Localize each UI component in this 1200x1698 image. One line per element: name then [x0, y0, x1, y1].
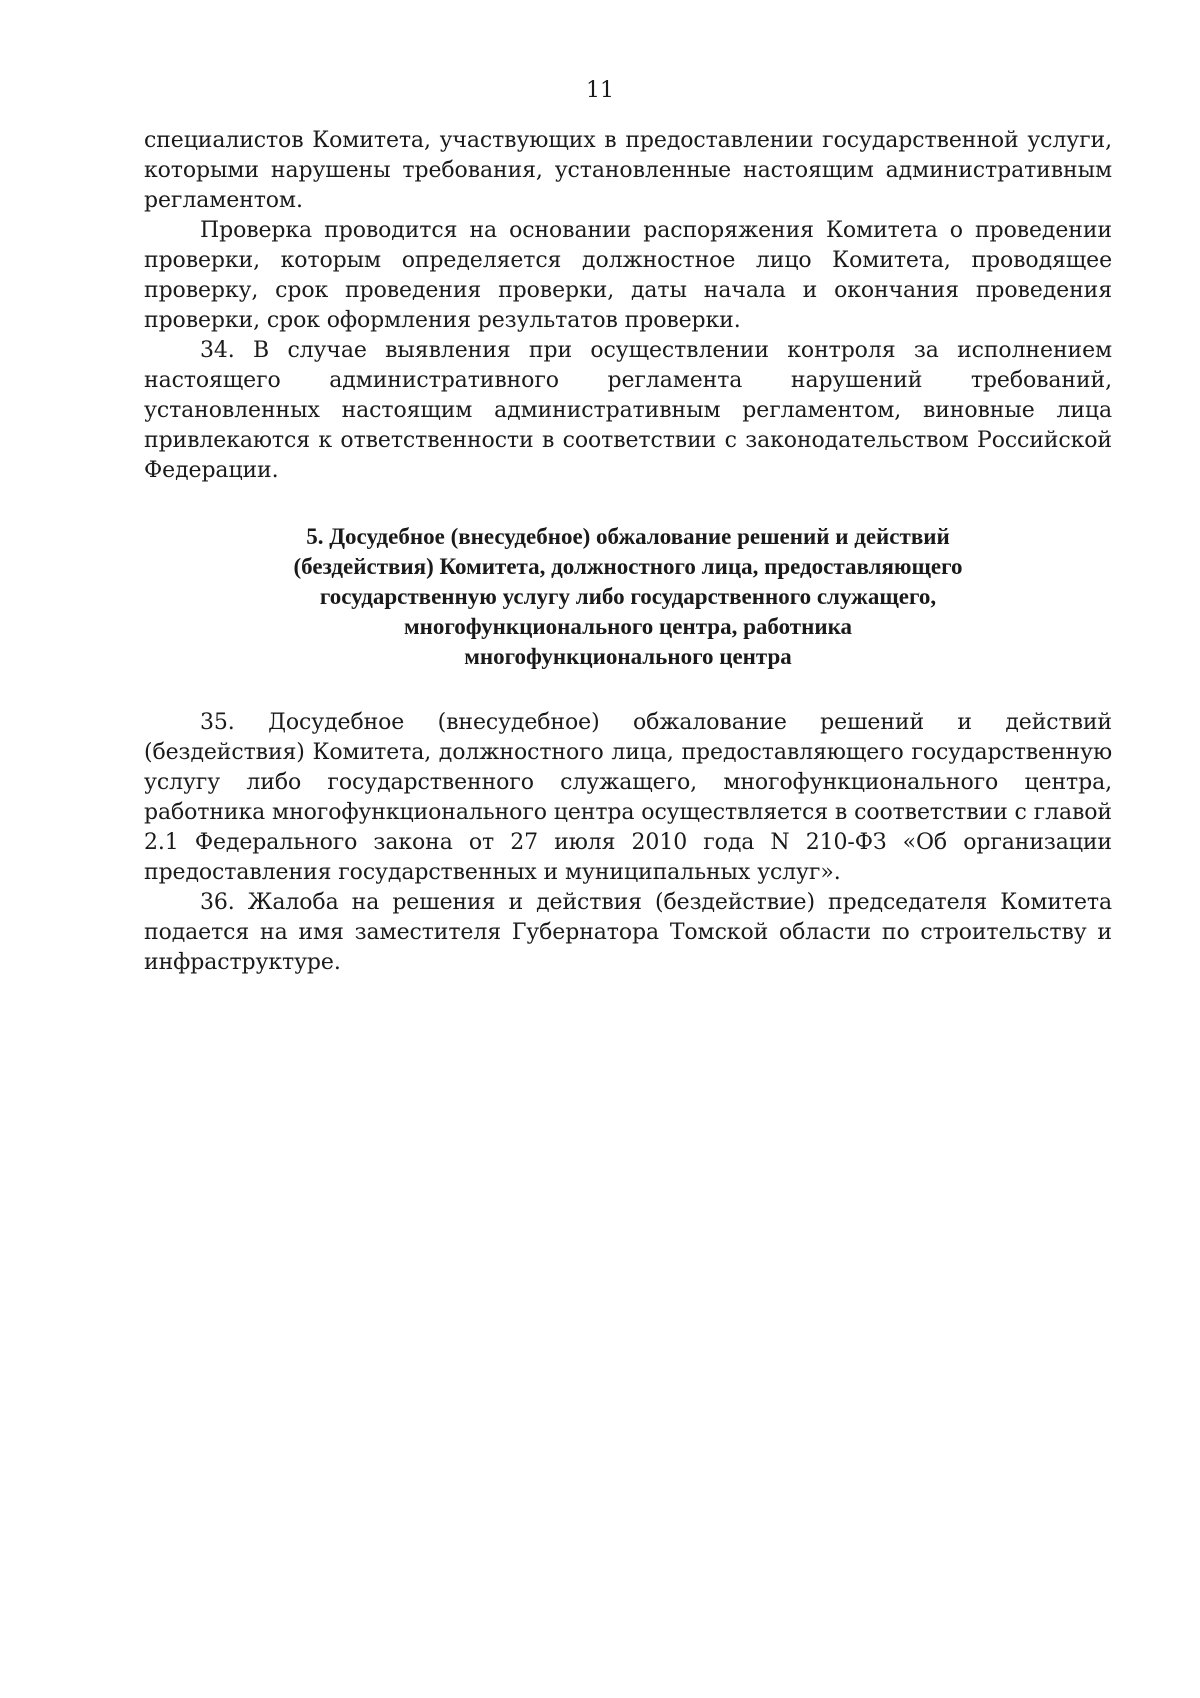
- paragraph-inspection: Проверка проводится на основании распоряжения Комитета о проведении проверки, которым определяется должностное лицо Комитета, проводящее проверку, срок проведения проверки, даты начала и окончания проведения проверки, срок оформления результатов проверки.: [144, 218, 1112, 333]
- document-body: [144, 126, 1112, 978]
- section-heading-line: государственную услугу либо государственного служащего,: [319, 584, 937, 609]
- paragraph-continuation: специалистов Комитета, участвующих в предоставлении государственной услуги, которыми нарушены требования, установленные настоящим административным регламентом.: [144, 128, 1112, 213]
- paragraph-item-35: 35. Досудебное (внесудебное) обжалование решений и действий (бездействия) Комитета, должностного лица, предоставляющего государственную услугу либо государственного служащего, многофункционального центра, работника многофункционального центра осуществляется в соответствии с главой 2.1 Федерального закона от 27 июля 2010 года N 210-ФЗ «Об организации предоставления государственных и муниципальных услуг».: [144, 710, 1112, 885]
- section-heading-line: многофункционального центра: [464, 644, 792, 669]
- page-number: 11: [586, 78, 614, 103]
- paragraph-item-36: 36. Жалоба на решения и действия (бездействие) председателя Комитета подается на имя заместителя Губернатора Томской области по строительству и инфраструктуре.: [144, 890, 1112, 975]
- section-heading-line: многофункционального центра, работника: [403, 614, 852, 639]
- section-heading-line: (бездействия) Комитета, должностного лица, предоставляющего: [293, 554, 963, 579]
- section-5-heading: [184, 522, 1072, 672]
- section-heading-line: 5. Досудебное (внесудебное) обжалование решений и действий: [306, 524, 950, 549]
- paragraph-item-34: 34. В случае выявления при осуществлении контроля за исполнением настоящего административного регламента нарушений требований, установленных настоящим административным регламентом, виновные лица привлекаются к ответственности в соответствии с законодательством Российской Федерации.: [144, 338, 1112, 483]
